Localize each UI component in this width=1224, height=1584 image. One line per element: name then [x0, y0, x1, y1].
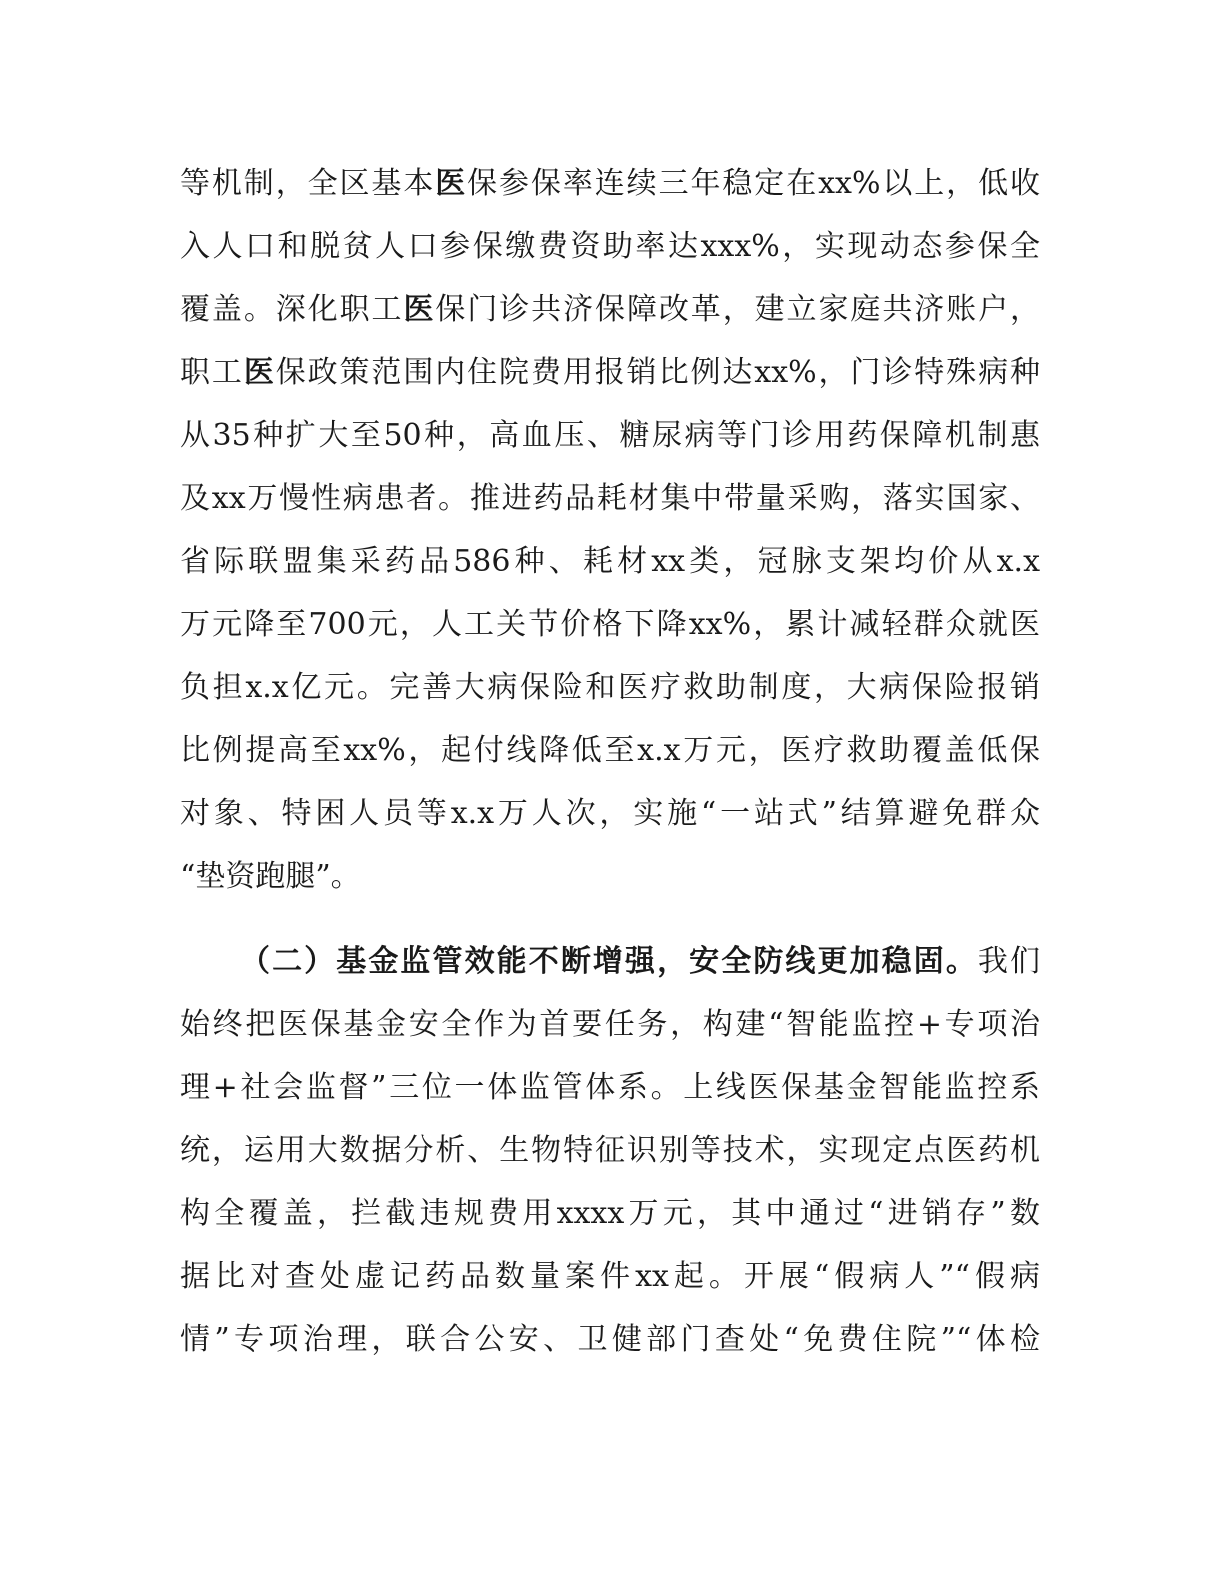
- text-run: 我们: [977, 944, 1041, 979]
- text-run: 构全覆盖，拦截违规费用xxxx万元，其中通过“进销存”数: [180, 1196, 1040, 1231]
- text-run: 省际联盟集采药品586种、耗材xx类，冠脉支架均价从x.x: [180, 544, 1040, 579]
- text-run: 保参保率连续三年稳定在xx%以上，低收: [467, 166, 1040, 201]
- paragraph-1-line-1: [180, 158, 1040, 210]
- paragraph-2-line-6: [180, 1251, 1040, 1303]
- paragraph-1-line-4: [180, 347, 1040, 399]
- paragraph-2-line-5: [180, 1188, 1040, 1240]
- text-run: 比例提高至xx%，起付线降低至x.x万元，医疗救助覆盖低保: [180, 733, 1040, 768]
- text-run: 情”专项治理，联合公安、卫健部门查处“免费住院”“体检: [180, 1322, 1040, 1357]
- paragraph-1-line-11: [180, 788, 1040, 840]
- paragraph-1-line-6: [180, 473, 1040, 525]
- paragraph-1-line-10: [180, 725, 1040, 777]
- paragraph-1-line-12: [180, 851, 1040, 903]
- text-run: 对象、特困人员等x.x万人次，实施“一站式”结算避免群众: [180, 796, 1040, 831]
- text-run: “垫资跑腿”。: [180, 859, 361, 894]
- paragraph-2-heading-line: [240, 936, 1040, 988]
- text-run: 据比对查处虚记药品数量案件xx起。开展“假病人”“假病: [180, 1259, 1040, 1294]
- text-run: 保政策范围内住院费用报销比例达xx%，门诊特殊病种: [275, 355, 1040, 390]
- paragraph-2-line-3: [180, 1062, 1040, 1114]
- text-run: 覆盖。深化职工: [180, 292, 404, 327]
- highlighted-char: 医: [403, 292, 436, 327]
- paragraph-2-line-4: [180, 1125, 1040, 1177]
- paragraph-1-line-3: [180, 284, 1040, 336]
- text-run: 负担x.x亿元。完善大病保险和医疗救助制度，大病保险报销: [180, 670, 1040, 705]
- paragraph-1-line-8: [180, 599, 1040, 651]
- text-run: 统，运用大数据分析、生物特征识别等技术，实现定点医药机: [180, 1133, 1040, 1168]
- text-run: 入人口和脱贫人口参保缴费资助率达xxx%，实现动态参保全: [180, 229, 1040, 264]
- text-run: 保门诊共济保障改革，建立家庭共济账户，: [435, 292, 1041, 327]
- paragraph-1-line-7: [180, 536, 1040, 588]
- paragraph-2-line-7: [180, 1314, 1040, 1366]
- paragraph-2-line-2: [180, 999, 1040, 1051]
- highlighted-char: 医: [243, 355, 276, 390]
- paragraph-1-line-5: [180, 410, 1040, 462]
- text-run: 职工: [180, 355, 244, 390]
- text-run: 万元降至700元，人工关节价格下降xx%，累计减轻群众就医: [180, 607, 1040, 642]
- text-run: 等机制，全区基本: [180, 166, 436, 201]
- text-run: 始终把医保基金安全作为首要任务，构建“智能监控+专项治: [180, 1007, 1040, 1042]
- text-run: 从35种扩大至50种，高血压、糖尿病等门诊用药保障机制惠: [180, 418, 1040, 453]
- text-run: 及xx万慢性病患者。推进药品耗材集中带量采购，落实国家、: [180, 481, 1040, 516]
- paragraph-1-line-2: [180, 221, 1040, 273]
- text-run: 理+社会监督”三位一体监管体系。上线医保基金智能监控系: [180, 1070, 1040, 1105]
- section-heading: （二）基金监管效能不断增强，安全防线更加稳固。: [240, 944, 978, 979]
- highlighted-char: 医: [435, 166, 468, 201]
- paragraph-1-line-9: [180, 662, 1040, 714]
